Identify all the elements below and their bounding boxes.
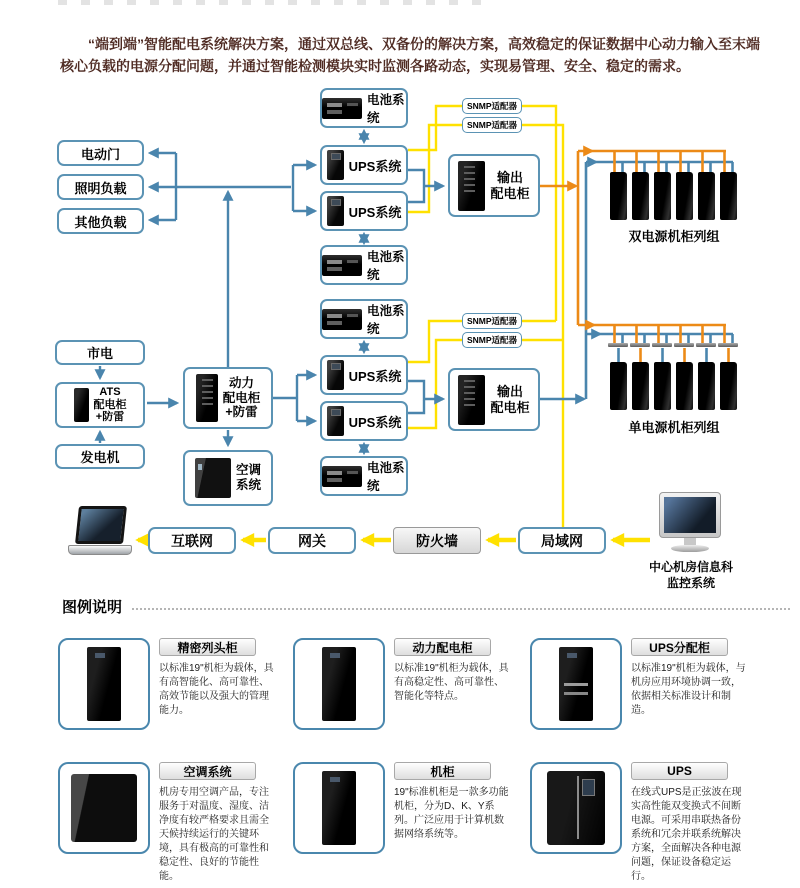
legend-title-badge: 空调系统 bbox=[159, 762, 256, 780]
other-load-label: 其他负载 bbox=[74, 214, 127, 230]
ups-unit-image bbox=[547, 771, 605, 845]
intro-paragraph: “端到端”智能配电系统解决方案，通过双总线、双备份的解决方案，高效稳定的保证数据中心动力输入至末端核心负载的电源分配问题，并通过智能检测模块实时监测各路动态，实现易管理、安全、稳定的需求。 bbox=[60, 36, 760, 74]
ups-label: UPS系统 bbox=[348, 204, 402, 220]
power-cabinet-image bbox=[322, 647, 356, 721]
node-ups-system-3 bbox=[320, 355, 408, 395]
cabinet-image bbox=[196, 374, 218, 422]
firewall-label: 防火墙 bbox=[416, 532, 458, 549]
aircon-image bbox=[195, 458, 231, 498]
legend-description: 以标准19"机柜为载体，与机房应用环境协调一致，依据相关标准设计和制造。 bbox=[631, 663, 746, 716]
ups-label: UPS系统 bbox=[348, 368, 402, 384]
legend-image-box bbox=[58, 762, 150, 854]
legend-description: 以标准19"机柜为载体，具有高稳定性、高可靠性、智能化等特点。 bbox=[394, 663, 509, 702]
battery-image bbox=[322, 98, 362, 119]
laptop-icon bbox=[68, 506, 138, 564]
battery-label: 电池系统 bbox=[367, 304, 405, 336]
pdu-bar bbox=[652, 343, 672, 347]
node-output-cabinet-2 bbox=[448, 368, 540, 431]
node-battery-system-2 bbox=[320, 245, 408, 285]
ats-label bbox=[94, 386, 127, 425]
battery-image bbox=[322, 309, 362, 330]
node-generator bbox=[55, 444, 145, 469]
legend-title-badge: 机柜 bbox=[394, 762, 491, 780]
legend-title-badge: 动力配电柜 bbox=[394, 638, 491, 656]
legend-text bbox=[394, 762, 512, 854]
node-output-cabinet-1 bbox=[448, 154, 540, 217]
power-cabinet-line1: 动力 bbox=[228, 375, 254, 390]
monitor-system-line2: 监控系统 bbox=[666, 575, 715, 590]
server-rack bbox=[654, 362, 671, 410]
node-snmp-adapter-3 bbox=[462, 313, 522, 329]
legend-description: 以标准19"机柜为载体，具有高智能化、高可靠性、高效节能以及强大的管理能力。 bbox=[159, 663, 274, 716]
node-ats-cabinet bbox=[55, 382, 145, 428]
dual-power-rack-row bbox=[610, 172, 737, 220]
aircon-label bbox=[236, 463, 261, 493]
node-other-load bbox=[57, 208, 144, 234]
node-ups-system-2 bbox=[320, 191, 408, 231]
node-lighting-load bbox=[57, 174, 144, 200]
pdu-bar bbox=[718, 343, 738, 347]
legend-image-box bbox=[293, 638, 385, 730]
node-aircon-system bbox=[183, 450, 273, 506]
legend-text bbox=[631, 762, 749, 884]
ups-label: UPS系统 bbox=[348, 158, 402, 174]
pdu-bar bbox=[608, 343, 628, 347]
battery-image bbox=[322, 466, 362, 487]
legend-text bbox=[394, 638, 512, 730]
pdu-bar bbox=[696, 343, 716, 347]
node-battery-system-4 bbox=[320, 456, 408, 496]
snmp-label: SNMP适配器 bbox=[466, 120, 518, 130]
ups-tower-image bbox=[327, 406, 344, 436]
electric-door-label: 电动门 bbox=[80, 146, 120, 162]
battery-label: 电池系统 bbox=[367, 461, 405, 493]
single-power-rack-row bbox=[610, 362, 737, 410]
node-ups-system-1 bbox=[320, 145, 408, 185]
laptop-screen bbox=[75, 506, 127, 544]
rack-image bbox=[74, 388, 89, 422]
node-battery-system-3 bbox=[320, 299, 408, 339]
node-ups-system-4 bbox=[320, 401, 408, 441]
legend-item-rack bbox=[293, 762, 512, 854]
ats-line3: +防雷 bbox=[95, 411, 125, 424]
legend-description: 19"标准机柜是一款多功能机柜，分为D、K、Y系列。广泛应用于计算机数据网络系统等。 bbox=[394, 787, 509, 840]
legend-item-ups-cabinet bbox=[530, 638, 749, 730]
cropped-text-remnant bbox=[58, 0, 488, 5]
ats-line1: ATS bbox=[99, 385, 121, 398]
power-cabinet-line3: +防雷 bbox=[225, 405, 258, 420]
gateway-label: 网关 bbox=[298, 532, 326, 549]
legend-title-badge: UPS分配柜 bbox=[631, 638, 728, 656]
node-power-cabinet bbox=[183, 367, 273, 429]
snmp-label: SNMP适配器 bbox=[466, 316, 518, 326]
ats-line2: 配电柜 bbox=[93, 398, 127, 411]
monitor-screen bbox=[664, 497, 716, 533]
legend-item-precision-cabinet bbox=[58, 638, 277, 730]
generator-label: 发电机 bbox=[80, 450, 120, 465]
node-battery-system-1 bbox=[320, 88, 408, 128]
output-cabinet-label bbox=[490, 384, 529, 415]
legend-item-power-cabinet bbox=[293, 638, 512, 730]
legend-title-badge: 精密列头柜 bbox=[159, 638, 256, 656]
ups-tower-image bbox=[327, 150, 344, 180]
internet-label: 互联网 bbox=[171, 532, 213, 549]
legend-image-box bbox=[530, 762, 622, 854]
lan-label: 局域网 bbox=[541, 532, 583, 549]
node-electric-door bbox=[57, 140, 144, 166]
server-rack bbox=[676, 362, 693, 410]
aircon-unit-image bbox=[71, 774, 137, 842]
legend-description: 在线式UPS是正弦波在现实高性能双变换式不间断电源。可采用串联热备份系统和冗余并联系统解决方案，全面解决各种电源问题，保证设备稳定运行。 bbox=[631, 787, 742, 882]
legend-image-box bbox=[530, 638, 622, 730]
node-snmp-adapter-4 bbox=[462, 332, 522, 348]
aircon-line2: 系统 bbox=[235, 478, 261, 492]
monitor-neck bbox=[684, 538, 696, 545]
node-firewall bbox=[393, 527, 481, 554]
cabinet-image bbox=[458, 161, 485, 211]
server-rack bbox=[676, 172, 693, 220]
legend-item-aircon bbox=[58, 762, 277, 884]
legend-dotted-divider bbox=[132, 608, 790, 610]
server-rack bbox=[632, 362, 649, 410]
node-mains-power bbox=[55, 340, 145, 365]
snmp-label: SNMP适配器 bbox=[466, 101, 518, 111]
output-cabinet-label bbox=[490, 170, 529, 201]
monitor-base bbox=[671, 545, 709, 552]
ups-label: UPS系统 bbox=[348, 414, 402, 430]
server-rack bbox=[720, 172, 737, 220]
precision-cabinet-image bbox=[87, 647, 121, 721]
power-cabinet-line2: 配电柜 bbox=[222, 390, 261, 405]
ups-tower-image bbox=[327, 360, 344, 390]
battery-image bbox=[322, 255, 362, 276]
node-snmp-adapter-2 bbox=[462, 117, 522, 133]
aircon-line1: 空调 bbox=[235, 463, 261, 478]
legend-title-badge: UPS bbox=[631, 762, 728, 780]
server-rack bbox=[632, 172, 649, 220]
legend-description: 机房专用空调产品，专注服务于对温度、湿度、洁净度有较严格要求且需全天候持续运行的关键环境，具有极高的可靠性和稳定性、良好的节能性能。 bbox=[159, 787, 269, 882]
output-cabinet-line1: 输出 bbox=[496, 384, 523, 400]
monitor-pc-icon bbox=[650, 492, 730, 552]
monitor-system-line1: 中心机房信息科 bbox=[648, 560, 733, 574]
pdu-bar bbox=[674, 343, 694, 347]
dual-rack-group-label: 双电源机柜列组 bbox=[628, 229, 720, 244]
power-cabinet-label bbox=[223, 376, 261, 420]
node-internet bbox=[148, 527, 236, 554]
legend-text bbox=[631, 638, 749, 730]
server-rack bbox=[654, 172, 671, 220]
server-rack bbox=[610, 362, 627, 410]
rack-image bbox=[322, 771, 356, 845]
legend-image-box bbox=[293, 762, 385, 854]
legend-heading: 图例说明 bbox=[62, 599, 123, 616]
cabinet-image bbox=[458, 375, 485, 425]
laptop-base bbox=[68, 545, 132, 555]
server-rack bbox=[698, 362, 715, 410]
server-rack bbox=[698, 172, 715, 220]
output-cabinet-line1: 输出 bbox=[496, 170, 523, 186]
mains-label: 市电 bbox=[86, 346, 113, 361]
legend-image-box bbox=[58, 638, 150, 730]
legend-text bbox=[159, 638, 277, 730]
node-lan bbox=[518, 527, 606, 554]
pdu-bar-row bbox=[608, 343, 738, 347]
node-gateway bbox=[268, 527, 356, 554]
snmp-label: SNMP适配器 bbox=[466, 335, 518, 345]
single-rack-group-label: 单电源机柜列组 bbox=[628, 420, 720, 435]
server-rack bbox=[720, 362, 737, 410]
legend-item-ups bbox=[530, 762, 749, 884]
monitor-system-label bbox=[622, 560, 760, 591]
output-cabinet-line2: 配电柜 bbox=[490, 399, 530, 415]
monitor-frame bbox=[659, 492, 721, 538]
lighting-load-label: 照明负载 bbox=[74, 180, 127, 196]
battery-label: 电池系统 bbox=[367, 93, 405, 125]
node-snmp-adapter-1 bbox=[462, 98, 522, 114]
ups-distribution-cabinet-image bbox=[559, 647, 593, 721]
battery-label: 电池系统 bbox=[367, 250, 405, 282]
pdu-bar bbox=[630, 343, 650, 347]
ups-tower-image bbox=[327, 196, 344, 226]
server-rack bbox=[610, 172, 627, 220]
legend-text bbox=[159, 762, 277, 884]
output-cabinet-line2: 配电柜 bbox=[490, 185, 530, 201]
